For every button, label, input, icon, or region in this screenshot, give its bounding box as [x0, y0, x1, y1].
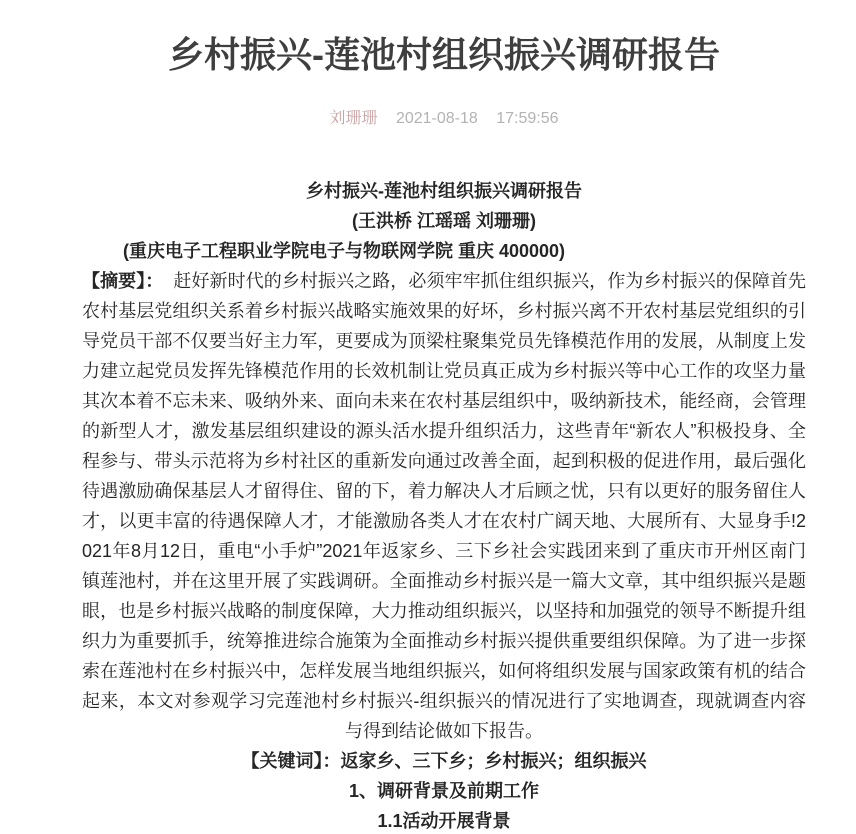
article-authors: (王洪桥 江瑶瑶 刘珊珊): [352, 211, 536, 231]
author-name[interactable]: 刘珊珊: [329, 110, 378, 127]
abstract-text: 赶好新时代的乡村振兴之路，必须牢牢抓住组织振兴，作为乡村振兴的保障首先农村基层党组织关系着乡村振兴战略实施效果的好坏，乡村振兴离不开农村基层党组织的引导党员干部不仅要当好主力军，更要成为顶梁柱聚集党员先锋模范作用的发展，从制度上发力建立起党员发挥先锋模范作用的长效机制让党员真正成为乡村振兴等中心工作的攻坚力量其次本着不忘未来、吸纳外来、面向未来在农村基层组织中，吸纳新技术，能经商，会管理的新型人才，激发基层组织建设的源头活水提升组织活力，这些青年“新农人”积极投身、全程参与、带头示范将为乡村社区的重新发向通过改善全面，起到积极的促进作用，最后强化待遇激励确保基层人才留得住、留的下，着力解决人才后顾之忧，只有以更好的服务留住人才，以更丰富的待遇保障人才，才能激励各类人才在农村广阔天地、大展所有、大显身手!2021年8月12日，重电“小手炉”2021年返家乡、三下乡社会实践团来到了重庆市开州区南门镇莲池村，并在这里开展了实践调研。全面推动乡村振兴是一篇大文章，其中组织振兴是题眼，也是乡村振兴战略的制度保障，大力推动组织振兴，以坚持和加强党的领导不断提升组织力为重要抓手，统筹推进综合施策为全面推动乡村振兴提供重要组织保障。为了进一步探索在莲池村在乡村振兴中，怎样发展当地组织振兴，如何将组织发展与国家政策有机的结合起来，本文对参观学习完莲池村乡村振兴-组织振兴的情况进行了实地调查，现就调查内容与得到结论做如下报告。: [82, 271, 807, 741]
content-column: [82, 30, 806, 834]
post-meta: [82, 108, 806, 130]
section-heading-1: 1、调研背景及前期工作: [348, 781, 539, 801]
keywords-line: [82, 746, 806, 776]
article-affiliation: (重庆电子工程职业学院电子与物联网学院 重庆 400000): [123, 241, 566, 261]
keywords-label: 【关键词】：: [241, 751, 341, 771]
publish-time: 17:59:56: [496, 110, 559, 127]
article-page: [0, 30, 856, 834]
article-body: [82, 176, 806, 834]
keywords-text: 返家乡、三下乡；乡村振兴；组织振兴: [340, 751, 647, 771]
article-title: 乡村振兴-莲池村组织振兴调研报告: [306, 181, 582, 201]
abstract-label: 【摘要】：: [82, 271, 164, 291]
publish-date: 2021-08-18: [395, 110, 478, 127]
section-heading-1-1: 1.1活动开展背景: [377, 811, 511, 831]
abstract-paragraph: [82, 266, 806, 746]
page-title: 乡村振兴-莲池村组织振兴调研报告: [168, 34, 720, 75]
